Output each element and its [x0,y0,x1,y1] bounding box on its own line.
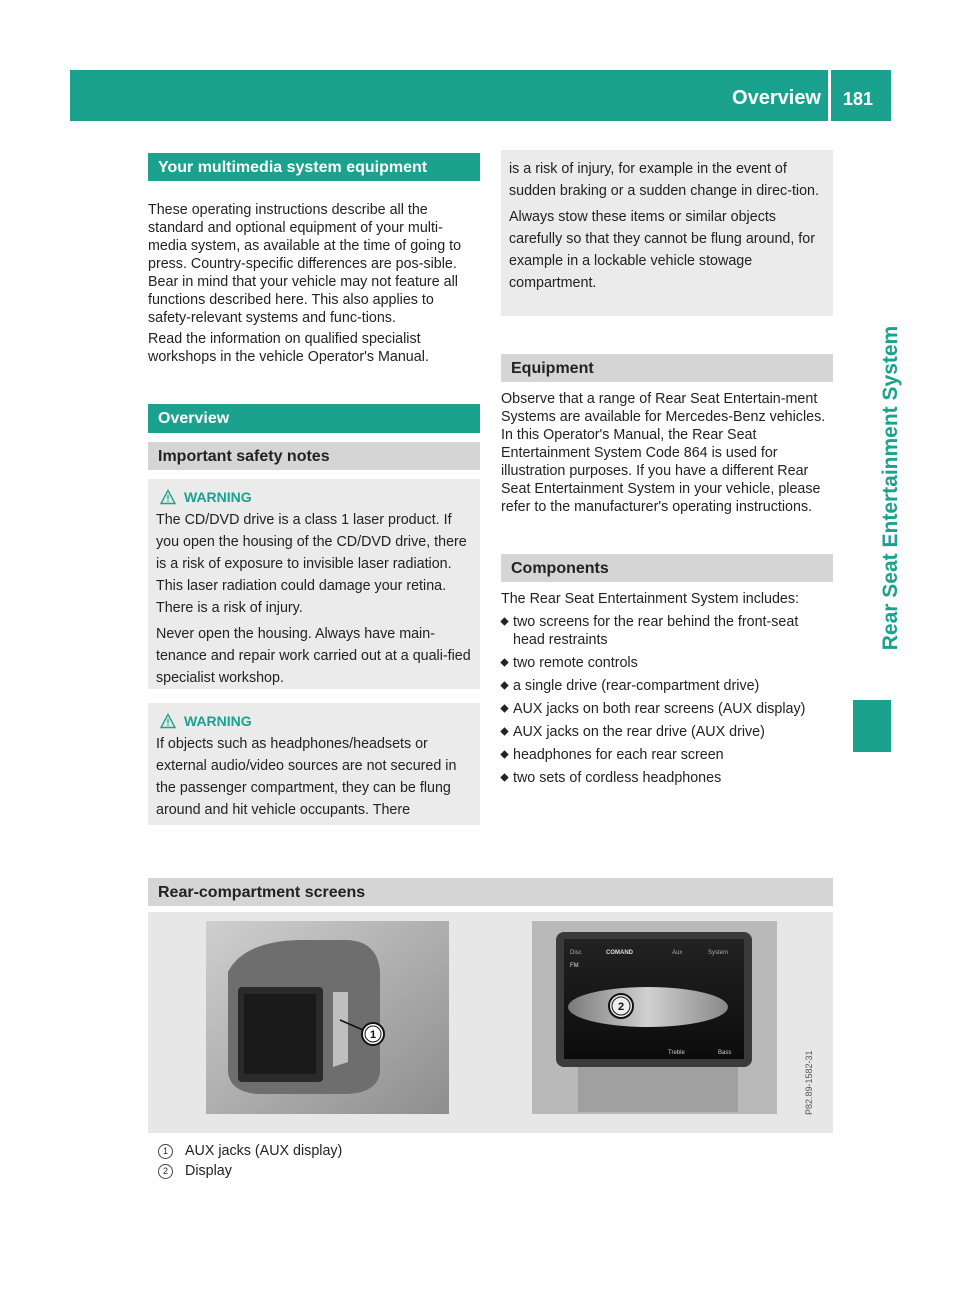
warning-continued-text: is a risk of injury, for example in the event of sudden braking or a sudden change in direc-tion. [509,161,819,199]
image-code: P82.89-1582-31 [804,1050,814,1115]
section-title-multimedia: Your multimedia system equipment [148,153,480,181]
subsection-title-safety: Important safety notes [148,442,480,470]
warning-stow-text: Always stow these items or similar objects carefully so that they cannot be flung around, for example in a lockable vehicle stowage compartment. [509,209,815,291]
caption-1 [158,1143,342,1159]
warning-heading [156,489,472,505]
components-list [501,613,833,787]
rear-screens-illustration [148,912,833,1133]
page-header-bar [70,70,891,121]
page-number: 181 [843,89,874,109]
section-title-overview: Overview [148,404,480,433]
warning-text-objects: If objects such as headphones/headsets or external audio/video sources are not secured in the passenger compartment, they can be flung around and hit vehicle occupants. There [156,736,457,818]
screen-menu-item: System [708,950,729,956]
warning-text-laser: The CD/DVD drive is a class 1 laser product. If you open the housing of the CD/DVD drive, there is a risk of exposure to invisible laser radiation. This laser radiation could damage your retina. There is a risk of injury. [156,512,467,616]
list-item: headphones for each rear screen [501,746,833,764]
screen-sub-label: FM [570,963,579,969]
caption-number: 2 [158,1164,173,1179]
equipment-paragraph: Observe that a range of Rear Seat Entertain-ment Systems are available for Mercedes-Benz vehicles. In this Operator's Manual, the Rear Seat Entertainment System Code 864 is used for illustration purposes. If you have a different Rear Seat Entertainment System in your vehicle, please refer to the manufacturer's operating instructions. [501,391,826,515]
warning-triangle-icon [160,489,176,505]
screen-menu-item: COMAND [606,950,633,956]
warning-box-objects [148,703,480,825]
screen-bottom-item: Treble [668,1050,685,1056]
side-tab-label: Rear Seat Entertainment System [879,325,902,651]
caption-number: 1 [158,1144,173,1159]
callout-2: 2 [617,1001,625,1013]
subsection-title-screens: Rear-compartment screens [148,878,833,906]
warning-box-continued [501,150,833,316]
header-divider [828,70,831,121]
warning-label: WARNING [184,713,252,729]
warning-triangle-icon [160,713,176,729]
list-item: two screens for the rear behind the front-seat head restraints [501,613,833,649]
header-title: Overview [732,87,821,109]
caption-2 [158,1163,232,1179]
callout-1: 1 [369,1029,377,1041]
side-marker [853,700,891,752]
headrest-screen-photo [206,921,449,1114]
warning-label: WARNING [184,489,252,505]
caption-text: Display [185,1163,232,1179]
screen-bottom-item: Bass [718,1050,732,1056]
intro-paragraph: These operating instructions describe all the standard and optional equipment of your multi-media system, as available at the time of going to press. Country-specific differences are pos-sible. Bear in mind that your vehicle may not feature all functions described here. This also applies to safety-relevant systems and func-tions. [148,202,462,326]
screen-menu-item: Disc [570,950,582,956]
screen-menu-item: Aux [672,950,683,956]
warning-text-housing: Never open the housing. Always have main-tenance and repair work carried out at a quali-fied specialist workshop. [156,626,471,686]
subsection-title-components: Components [501,554,833,582]
list-item: two remote controls [501,654,833,672]
list-item: a single drive (rear-compartment drive) [501,677,833,695]
warning-heading [156,713,472,729]
list-item: AUX jacks on the rear drive (AUX drive) [501,723,833,741]
side-tab [853,325,902,660]
caption-text: AUX jacks (AUX display) [185,1143,343,1159]
warning-box-laser [148,479,480,689]
left-column [148,153,480,825]
subsection-title-equipment: Equipment [501,354,833,382]
list-item: AUX jacks on both rear screens (AUX display) [501,700,833,718]
display-screen-photo [532,921,777,1114]
workshop-paragraph: Read the information on qualified specialist workshops in the vehicle Operator's Manual. [148,331,429,365]
list-item: two sets of cordless headphones [501,769,833,787]
rear-screens-drawing [148,912,833,1133]
components-intro: The Rear Seat Entertainment System includes: [501,591,799,607]
right-column [501,150,833,792]
